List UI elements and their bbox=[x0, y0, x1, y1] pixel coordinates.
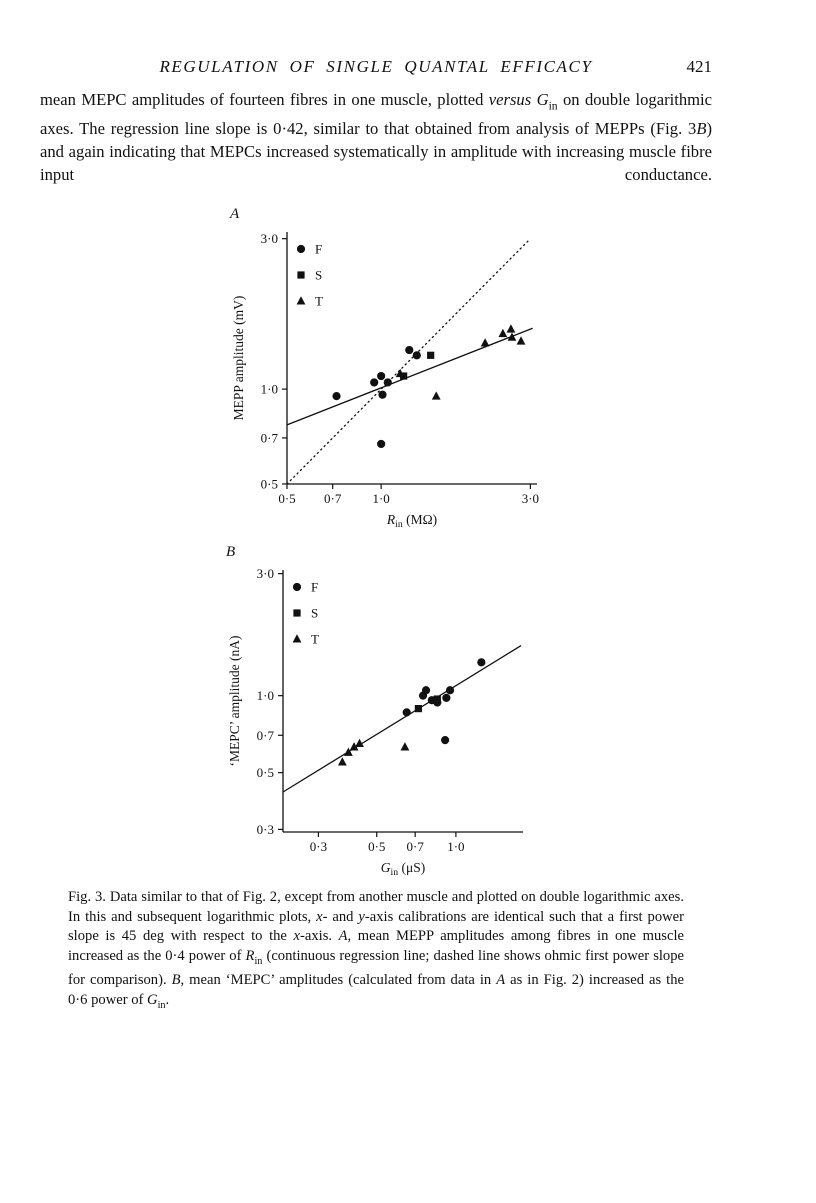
svg-text:S: S bbox=[311, 605, 319, 621]
svg-text:S: S bbox=[315, 267, 323, 283]
svg-text:0·3: 0·3 bbox=[309, 839, 328, 854]
svg-text:1·0: 1·0 bbox=[372, 491, 390, 506]
body-paragraph: mean MEPC amplitudes of fourteen fibres in one muscle, plotted versus $G_{in}$ on double logarithmic axes. The regression line slope is 0·42, similar to that obtained from analysis of MEPPs (Fig. 3B) and again indicating that MEPCs increased systematically in amplitude with increasing muscle fibre input conductance. bbox=[40, 90, 712, 185]
page-number: 421 bbox=[686, 57, 712, 76]
svg-text:0·3: 0·3 bbox=[256, 821, 274, 837]
svg-text:0·7: 0·7 bbox=[256, 727, 274, 743]
svg-text:B: B bbox=[226, 544, 236, 560]
svg-text:A: A bbox=[230, 206, 240, 222]
svg-text:3·0: 3·0 bbox=[260, 231, 278, 247]
svg-text:MEPP amplitude (mV): MEPP amplitude (mV) bbox=[231, 295, 246, 421]
svg-text:0·7: 0·7 bbox=[260, 430, 278, 446]
svg-text:F: F bbox=[311, 579, 319, 595]
chart-svg-A bbox=[225, 202, 551, 536]
svg-text:Gin (μS): $G_{in}$ (μS) bbox=[380, 860, 426, 878]
svg-text:T: T bbox=[311, 631, 319, 647]
svg-text:1·0: 1·0 bbox=[260, 381, 278, 397]
svg-text:F: F bbox=[315, 241, 323, 257]
svg-text:1·0: 1·0 bbox=[447, 839, 465, 854]
svg-text:Rin (MΩ): $R_{in}$ (MΩ) bbox=[386, 512, 438, 530]
svg-text:‘MEPC’ amplitude (nA): ‘MEPC’ amplitude (nA) bbox=[227, 635, 242, 767]
svg-text:0·5: 0·5 bbox=[368, 839, 386, 854]
running-title: REGULATION OF SINGLE QUANTAL EFFICACY bbox=[159, 57, 593, 76]
svg-text:0·5: 0·5 bbox=[278, 491, 296, 506]
svg-text:0·5: 0·5 bbox=[260, 476, 278, 492]
svg-text:0·7: 0·7 bbox=[406, 839, 424, 854]
svg-text:0·5: 0·5 bbox=[256, 765, 274, 781]
svg-text:T: T bbox=[315, 293, 323, 309]
svg-text:3·0: 3·0 bbox=[521, 491, 540, 506]
figure-caption: Fig. 3. Data similar to that of Fig. 2, except from another muscle and plotted on double logarithmic axes. In this and subsequent logarithmic plots, x- and y-axis calibrations are identical such that a first power slope is 45 deg with respect to the x-axis. A, mean MEPP amplitudes among fibres in one muscle increased as the 0·4 power of $R_{in}$ (continuous regression line; dashed line shows ohmic first power slope for comparison). B, mean ‘MEPC’ amplitudes (calculated from data in A as in Fig. 2) increased as the 0·6 power of $G_{in}$. bbox=[68, 889, 684, 1011]
chart-svg-B bbox=[221, 540, 537, 884]
page-header bbox=[40, 57, 712, 77]
svg-text:0·7: 0·7 bbox=[324, 491, 342, 506]
chart-panel-B bbox=[221, 540, 537, 889]
svg-text:3·0: 3·0 bbox=[256, 566, 274, 582]
svg-text:1·0: 1·0 bbox=[256, 688, 274, 704]
chart-panel-A bbox=[225, 202, 551, 541]
